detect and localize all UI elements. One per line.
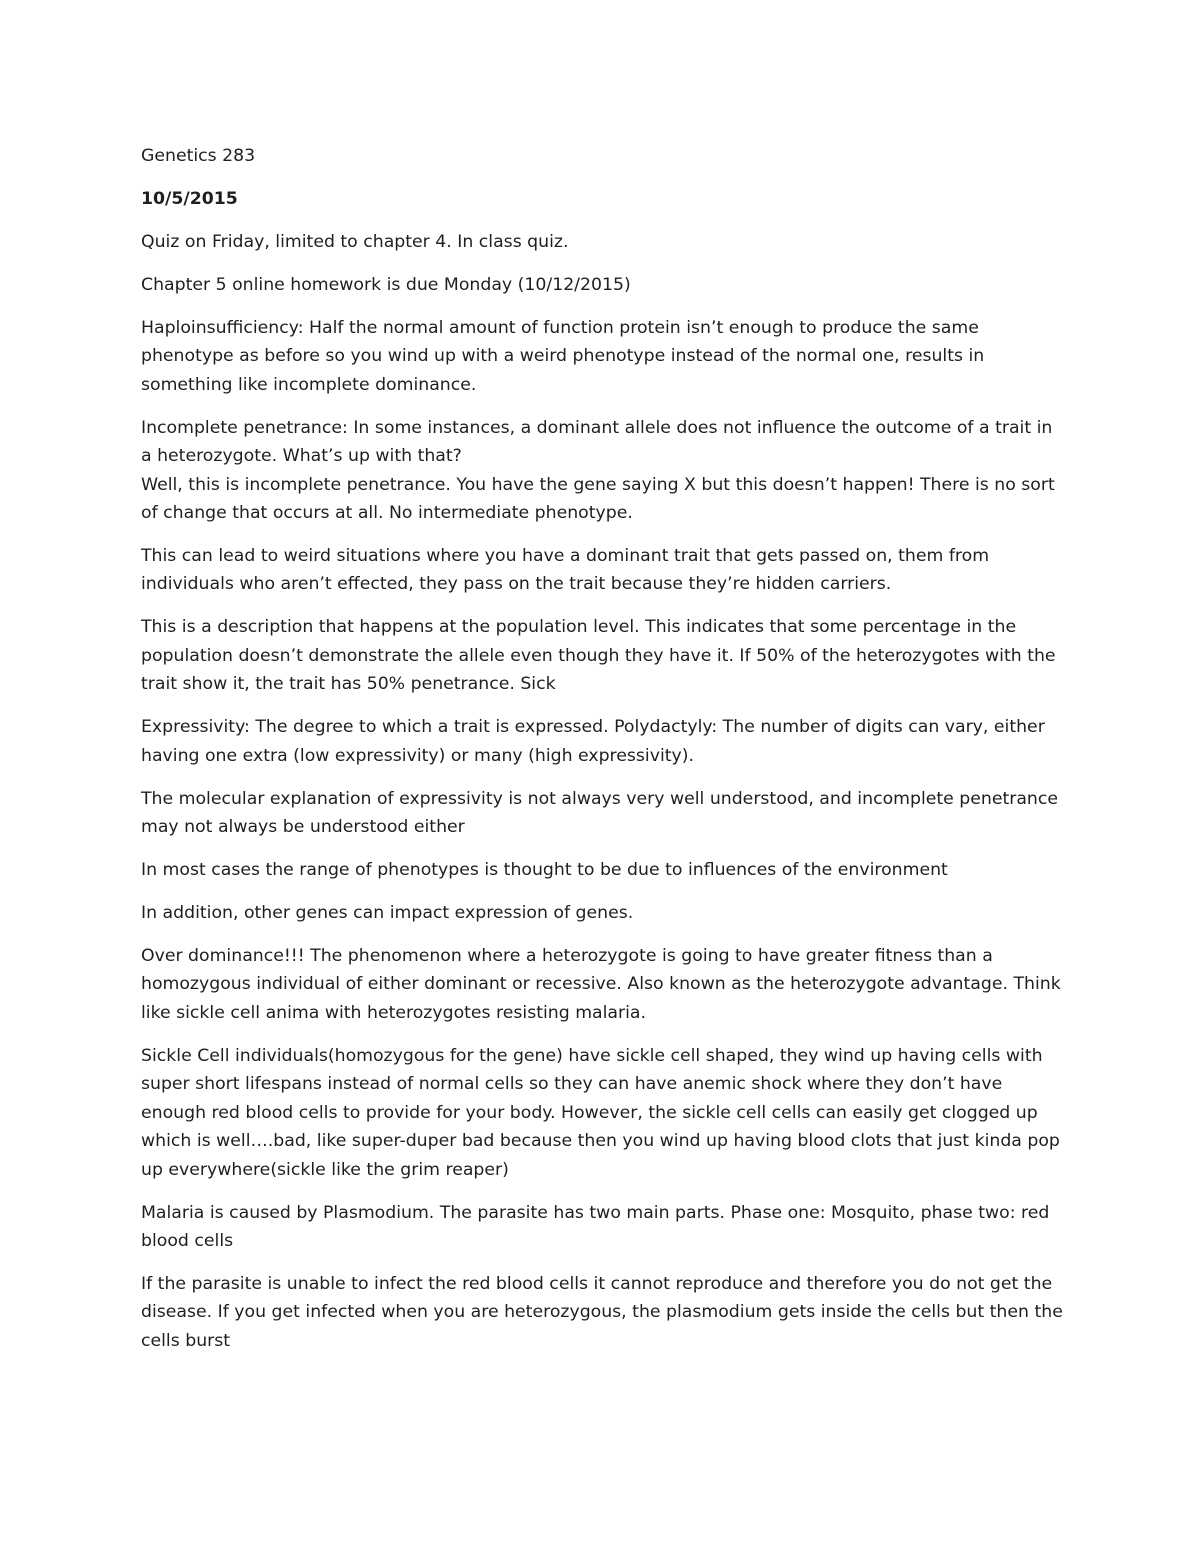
document-date: 10/5/2015 [141,189,238,209]
sickle-cell-paragraph: Sickle Cell individuals(homozygous for the gene) have sickle cell shaped, they wind up having cells with super short lifespans instead of normal cells so they can have anemic shock where they don’t have enough red blood cells to provide for your body. However, the sickle cell cells can easily get clogged up which is well….bad, like super-duper bad because then you wind up having blood clots that just kinda pop up everywhere(sickle like the grim reaper) [141,1045,1060,1180]
population-level-paragraph: This is a description that happens at the population level. This indicates that some percentage in the population doesn’t demonstrate the allele even though they have it. If 50% of the heterozygotes with the trait show it, the trait has 50% penetrance. Sick [141,617,1056,695]
document-title: Genetics 283 [141,146,256,166]
quiz-note: Quiz on Friday, limited to chapter 4. In class quiz. [141,232,569,252]
malaria-paragraph: Malaria is caused by Plasmodium. The parasite has two main parts. Phase one: Mosquito, phase two: red blood cells [141,1202,1050,1251]
environment-paragraph: In most cases the range of phenotypes is thought to be due to influences of the environment [141,860,948,881]
molecular-explanation-paragraph: The molecular explanation of expressivity is not always very well understood, and incomplete penetrance may not always be understood either [141,788,1059,838]
document-body [141,142,1066,1370]
over-dominance-paragraph: Over dominance!!! The phenomenon where a heterozygote is going to have greater fitness than a homozygous individual of either dominant or recessive. Also known as the heterozygote advantage. Think like sickle cell anima with heterozygotes resisting malaria. [141,946,1061,1023]
expressivity-paragraph: Expressivity: The degree to which a trait is expressed. Polydactyly: The number of digits can vary, either having one extra (low expressivity) or many (high expressivity). [141,717,1045,766]
incomplete-penetrance-paragraph: Incomplete penetrance: In some instances, a dominant allele does not influence the outcome of a trait in a heterozygote. What’s up with that? [141,417,1053,467]
other-genes-paragraph: In addition, other genes can impact expression of genes. [141,903,634,924]
hidden-carriers-paragraph: This can lead to weird situations where you have a dominant trait that gets passed on, them from individuals who aren’t effected, they pass on the trait because they’re hidden carriers. [141,546,990,595]
incomplete-penetrance-explanation: Well, this is incomplete penetrance. You have the gene saying X but this doesn’t happen! There is no sort of change that occurs at all. No intermediate phenotype. [141,474,1055,524]
homework-note: Chapter 5 online homework is due Monday (10/12/2015) [141,275,631,295]
parasite-infection-paragraph: If the parasite is unable to infect the red blood cells it cannot reproduce and therefore you do not get the disease. If you get infected when you are heterozygous, the plasmodium gets inside the cells but then the cells burst [141,1273,1063,1351]
haploinsufficiency-paragraph: Haploinsufficiency: Half the normal amount of function protein isn’t enough to produce the same phenotype as before so you wind up with a weird phenotype instead of the normal one, results in something like incomplete dominance. [141,318,985,395]
